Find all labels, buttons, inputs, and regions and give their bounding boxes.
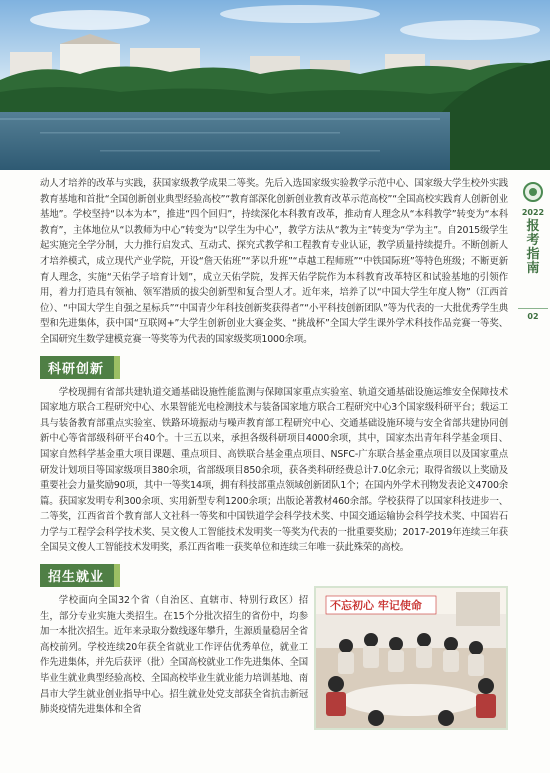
classroom-photo — [314, 586, 508, 730]
guide-sidebar — [516, 178, 550, 328]
intro-paragraph: 动人才培养的改革与实践，获国家级教学成果二等奖。先后入选国家级实验教学示范中心、国家级大学生校外实践教育基地和首批“全国创新创业典型经验高校”“教育部深化创新创业教育改革示范高校”“全国高校实践育人创新创业基地”。学校坚持“以本为本”，推进“四个回归”，持续深化本科教育改革，推动育人理念从“本科教学”转变为“本科教育”，主体地位从“以教师为中心”转变为“以学生为中心”，教学方法从“教为主”转变为“学为主”。自2015级学生起实施完全学分制，大力推行启发式、互动式、探究式教学和工程教育专业认证，教学质量持续提升。不断创新人才培养模式，成立现代产业学院，开设“詹天佑班”“茅以升班”“卓越工程师班”“中铁国际班”等特色班级；不断更新育人理念，实施“天佑学子培育计划”，成立天佑学院，发挥天佑学院作为本科教育改革特区和试验基地的引领作用，着力打造具有领袖、领军潜质的拔尖创新型和复合型人才。近年来，培养了以“中国大学生年度人物”（江西首位）、“中国大学生自强之星标兵”“中国青少年科技创新奖获得者”“小平科技创新团队”等为代表的一大批优秀学生典型和先进集体，获中国“互联网+”大学生创新创业大赛金奖、“挑战杯”全国大学生课外学术科技作品竞赛一等奖、全国研究生数学建模竞赛一等奖等为代表的国家级奖项1000余项。 — [40, 178, 508, 345]
employment-paragraph: 学校面向全国32个省（自治区、直辖市、特别行政区）招生，部分专业实施大类招生。在15个分批次招生的省份中，均参加一本批次招生。近年来录取分数线逐年攀升，生源质量稳居全省高校前列。学校连续20年获全省就业工作评估优秀单位，就业工作先进集体，并先后获评（批）全国高校就业工作先进集体、全国毕业生就业典型经验高校、全国高校毕业生就业能力培训基地、南昌市大学生就业创业指导中心。招生就业处党支部获全省抗击新冠肺炎疫情先进集体和全省 — [40, 595, 308, 716]
photo-banner-text: 不忘初心 牢记使命 — [330, 599, 422, 613]
research-paragraph: 学校现拥有省部共建轨道交通基础设施性能监测与保障国家重点实验室、轨道交通基础设施运维安全保障技术国家地方联合工程研究中心、水果智能光电检测技术与装备国家地方联合工程研究中心3个国家级科研平台；载运工具与装备教育部重点实验室、铁路环境振动与噪声教育部工程研究中心、交通基础设施环境与安全省部共建协同创新中心等省部级科研平台40个。十三五以来，承担各级科研项目4000余项，其中，国家杰出青年科学基金项目、国家自然科学基金重大项目课题、重点项目、高铁联合基金重点项目、NSFC-广东联合基金重点项目以及国家重点研发计划项目等国家级项目380余项，省部级项目850余项，获各类科研经费总计7.0亿余元；取得省级以上奖励及重要社会力量奖励90项，其中一等奖14项，拥有科技部重点领域创新团队1个；在国内外学术刊物发表论文4700余篇。获国家发明专利300余项、实用新型专利1200余项；出版论著教材460余部。学校获得了以国家科技进步一、二等奖，江西省首个教育部人文社科一等奖和中国铁道学会科学技术奖、中国交通运输协会科学技术奖、中国岩石力学与工程学会科学技术奖、吴文俊人工智能技术发明奖一等奖为代表的一批重要奖励；2017-2019年连续三年获全国吴文俊人工智能技术发明奖，系江西省唯一获奖单位和连续三年唯一获此殊荣的高校。 — [40, 386, 508, 554]
employment-heading: 招生就业 — [40, 564, 120, 587]
campus-lake-photo — [0, 0, 550, 170]
article-body — [40, 176, 508, 718]
employment-section — [40, 556, 508, 718]
sidebar-title: 报考指南 — [526, 219, 540, 276]
page-number: 02 — [518, 308, 548, 325]
university-emblem-icon — [523, 182, 543, 202]
sidebar-year: 2022 — [521, 208, 545, 217]
research-heading: 科研创新 — [40, 356, 120, 379]
